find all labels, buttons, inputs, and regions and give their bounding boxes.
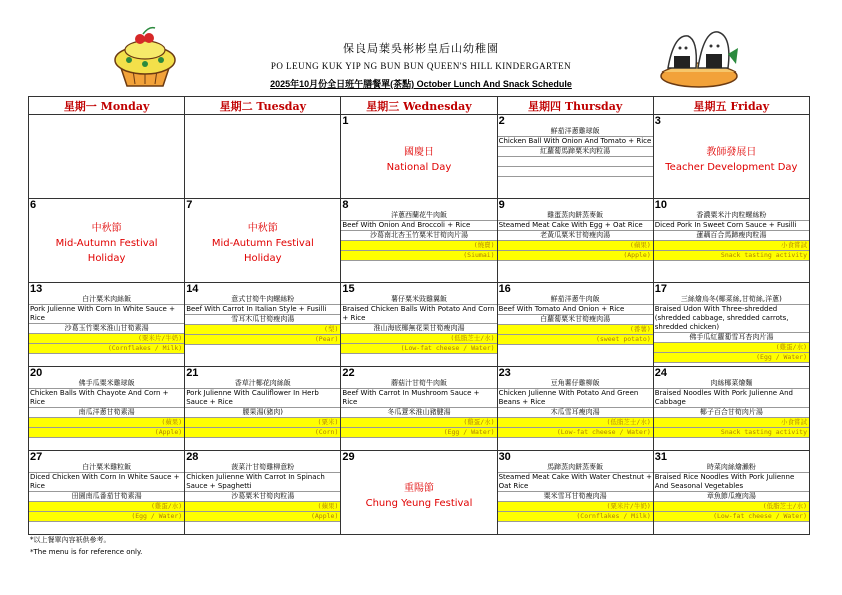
holiday-label: Mid-Autumn Festival — [55, 238, 158, 249]
menu-english-line: Beef With Carrot In Mushroom Sauce + Rice — [341, 389, 496, 408]
holiday-event — [185, 211, 340, 266]
day-cell — [653, 115, 809, 199]
date-number: 3 — [654, 115, 661, 127]
footnote-english: *The menu is for reference only. — [30, 548, 143, 556]
menu-chinese-line: 腰果湯(豬肉) — [185, 408, 340, 418]
menu-chinese-line: 白蘿蔔粟米甘筍瘦肉湯 — [498, 315, 653, 325]
week-row — [29, 283, 810, 367]
date-number: 1 — [342, 115, 349, 127]
snack-line: (梨) — [185, 325, 340, 335]
snack-line: (Egg / Water) — [29, 512, 184, 522]
holiday-label: 中秋節 — [247, 223, 278, 234]
menu-english-line: Steamed Meat Cake With Egg + Oat Rice — [498, 221, 653, 231]
day-cell — [341, 283, 497, 367]
org-name-chinese: 保良局葉吳彬彬皇后山幼稚園 — [343, 42, 499, 55]
date-number: 30 — [498, 451, 511, 463]
day-cell — [497, 367, 653, 451]
menu-chinese-line: 馬蹄蒸肉餅蒸麥飯 — [498, 463, 653, 473]
day-cell — [185, 199, 341, 283]
menu-chinese-line: 意式甘筍牛肉螺絲粉 — [185, 295, 340, 305]
date-number: 24 — [654, 367, 667, 379]
menu-chinese-line: 南瓜洋蔥甘筍素湯 — [29, 408, 184, 418]
week-row — [29, 451, 810, 535]
day-cell — [185, 115, 341, 199]
date-number: 22 — [342, 367, 355, 379]
empty-line — [498, 167, 653, 177]
date-number: 17 — [654, 283, 667, 295]
menu-chinese-line: 白汁粟米雞粒飯 — [29, 463, 184, 473]
holiday-event — [341, 463, 496, 511]
menu-chinese-line: 菠菜汁甘筍雞柳意粉 — [185, 463, 340, 473]
day-cell — [341, 451, 497, 535]
day-cell — [653, 283, 809, 367]
menu-english-line: Diced Pork In Sweet Corn Sauce + Fusilli — [654, 221, 809, 231]
holiday-label: National Day — [386, 162, 452, 173]
snack-line: (Low-fat cheese / Water) — [341, 344, 496, 354]
menu-english-line: Beef With Carrot In Italian Style + Fusilli — [185, 305, 340, 315]
snack-line: (低脂芝士/水) — [654, 502, 809, 512]
day-cell — [29, 283, 185, 367]
day-cell — [341, 199, 497, 283]
date-number: 10 — [654, 199, 667, 211]
day-cell — [653, 451, 809, 535]
menu-english-line: Steamed Meat Cake With Water Chestnut + Oat Rice — [498, 473, 653, 490]
date-number: 6 — [30, 199, 37, 211]
snack-line: Snack tasting activity — [654, 251, 809, 261]
snack-line: (番薯) — [498, 325, 653, 335]
menu-english-line: Beef With Onion And Broccoli + Rice — [341, 221, 496, 231]
snack-line: 小食嘗試 — [654, 241, 809, 251]
week-row — [29, 115, 810, 199]
footnote-chinese: *以上餐單內容祇供參考。 — [30, 536, 111, 544]
holiday-event — [341, 127, 496, 175]
empty-line — [498, 157, 653, 167]
menu-chinese-line: 淮山海底椰無花果甘筍瘦肉湯 — [341, 324, 496, 334]
menu-english-line: Chicken Julienne With Carrot In Spinach Sauce + Spaghetti — [185, 473, 340, 492]
date-number: 15 — [342, 283, 355, 295]
holiday-label: Holiday — [87, 253, 126, 264]
date-number: 13 — [30, 283, 43, 295]
menu-chinese-line: 白汁粟米肉絲飯 — [29, 295, 184, 305]
menu-english-line: Braised Chicken Balls With Potato And Corn + Rice — [342, 305, 495, 322]
snack-line: Snack tasting activity — [654, 428, 809, 438]
holiday-label: 國慶日 — [403, 147, 434, 158]
weekday-header-0: 星期一 Monday — [29, 97, 185, 115]
date-number: 16 — [498, 283, 511, 295]
menu-english-line: Braised Rice Noodles With Pork Julienne And Seasonal Vegetables — [654, 473, 809, 492]
date-number: 21 — [186, 367, 199, 379]
day-cell — [497, 115, 653, 199]
menu-chinese-line: 香草汁椰花肉絲飯 — [185, 379, 340, 389]
snack-line: (Apple) — [185, 512, 340, 522]
weekday-header-1: 星期二 Tuesday — [185, 97, 341, 115]
snack-line: (低脂芝士/水) — [341, 334, 496, 344]
menu-chinese-line: 佛手瓜紅蘿蔔雪耳杏肉片湯 — [654, 333, 809, 343]
snack-line: (sweet potato) — [498, 335, 653, 345]
menu-chinese-line: 三絲燴烏冬(椰菜絲,甘筍絲,洋蔥) — [654, 295, 809, 305]
date-number: 7 — [186, 199, 193, 211]
weekday-header-2: 星期三 Wednesday — [341, 97, 497, 115]
menu-english-line: Pork Julienne With Cauliflower In Herb Sauce + Rice — [185, 389, 340, 408]
day-cell — [29, 199, 185, 283]
menu-english-line: Pork Julienne With Corn In White Sauce + Rice — [29, 305, 184, 324]
date-number: 29 — [342, 451, 355, 463]
snack-line: (雞蛋/水) — [29, 502, 184, 512]
menu-chinese-line: 粟米雪耳甘筍瘦肉湯 — [498, 492, 653, 502]
holiday-label: Chung Yeung Festival — [365, 498, 473, 509]
menu-chinese-line: 豆角薯仔雞柳飯 — [498, 379, 653, 389]
snack-line: (Egg / Water) — [654, 353, 809, 363]
menu-english-line: Braised Noodles With Pork Julienne And Cabbage — [654, 389, 809, 408]
menu-english-line: Braised Udon With Three-shredded (shredded cabbage, shredded carrots, shredded chicken) — [654, 305, 809, 333]
day-cell — [29, 367, 185, 451]
menu-english-line: Chicken Ball With Onion And Tomato + Rice — [498, 137, 652, 145]
menu-chinese-line: 紅蘿蔔馬蹄粟米肉粒湯 — [498, 147, 653, 157]
holiday-label: Teacher Development Day — [665, 162, 798, 173]
week-row — [29, 367, 810, 451]
menu-english-line: Diced Chicken With Corn In White Sauce + Rice — [29, 473, 184, 492]
menu-chinese-line: 雪耳木瓜甘筍瘦肉湯 — [185, 315, 340, 325]
schedule-title: 2025年10月份全日班午膳餐單(茶點) October Lunch And Snack Schedule — [270, 79, 572, 89]
snack-line: (燒賣) — [341, 241, 496, 251]
day-cell — [497, 199, 653, 283]
date-number: 8 — [342, 199, 349, 211]
menu-english-line: Beef With Tomato And Onion + Rice — [498, 305, 653, 315]
menu-chinese-line: 蘑菇汁甘筍牛肉飯 — [341, 379, 496, 389]
day-cell — [653, 199, 809, 283]
day-cell — [653, 367, 809, 451]
date-number: 20 — [30, 367, 43, 379]
menu-chinese-line: 薯仔粟米豉雞翼飯 — [341, 295, 496, 305]
date-number: 9 — [498, 199, 505, 211]
menu-chinese-line: 沙葛南北杏玉竹粟米甘筍肉片湯 — [341, 231, 496, 241]
menu-chinese-line: 鮮茄洋蔥牛肉飯 — [498, 295, 653, 305]
menu-chinese-line: 田園南瓜番茄甘筍素湯 — [29, 492, 184, 502]
snack-line: (低脂芝士/水) — [498, 418, 653, 428]
snack-line: (雞蛋/水) — [654, 343, 809, 353]
page-header — [0, 0, 842, 96]
snack-line: (Corn) — [185, 428, 340, 438]
day-cell — [341, 367, 497, 451]
date-number: 14 — [186, 283, 199, 295]
day-cell — [497, 451, 653, 535]
snack-line: (Apple) — [29, 428, 184, 438]
snack-line: (蘋果) — [185, 502, 340, 512]
date-number: 27 — [30, 451, 43, 463]
holiday-event — [29, 211, 184, 266]
menu-chinese-line: 木瓜雪耳瘦肉湯 — [498, 408, 653, 418]
snack-line: (Egg / Water) — [341, 428, 496, 438]
org-name-english: PO LEUNG KUK YIP NG BUN BUN QUEEN'S HILL KINDERGARTEN — [270, 61, 572, 71]
menu-chinese-line: 章魚節瓜瘦肉湯 — [654, 492, 809, 502]
snack-line: (蘋果) — [498, 241, 653, 251]
date-number: 2 — [498, 115, 505, 127]
menu-chinese-line: 冬瓜薏米淮山豬腱湯 — [341, 408, 496, 418]
snack-line: (粟米片/牛奶) — [29, 334, 184, 344]
snack-line: (Apple) — [498, 251, 653, 261]
weekday-header-3: 星期四 Thursday — [497, 97, 653, 115]
menu-chinese-line: 肉絲椰菜燴麵 — [654, 379, 809, 389]
holiday-label: 教師發展日 — [706, 147, 757, 158]
snack-line: (Pear) — [185, 335, 340, 345]
holiday-event — [654, 127, 809, 175]
holiday-label: Mid-Autumn Festival — [211, 238, 314, 249]
date-number: 28 — [186, 451, 199, 463]
day-cell — [185, 367, 341, 451]
weekday-header-row — [29, 97, 810, 115]
menu-chinese-line: 沙葛粟米甘筍肉粒湯 — [185, 492, 340, 502]
day-cell — [185, 283, 341, 367]
menu-chinese-line: 香濃粟米汁肉粒螺絲粉 — [654, 211, 809, 221]
menu-chinese-line: 鮮茄洋蔥雞球飯 — [498, 127, 653, 137]
day-cell — [497, 283, 653, 367]
menu-chinese-line: 佛手瓜粟米雞球飯 — [29, 379, 184, 389]
snack-line: (Siumai) — [341, 251, 496, 261]
menu-chinese-line: 椰子百合甘筍肉片湯 — [654, 408, 809, 418]
menu-chinese-line: 洋蔥西蘭花牛肉飯 — [341, 211, 496, 221]
snack-line: (Cornflakes / Milk) — [29, 344, 184, 354]
snack-line: (雞蛋/水) — [341, 418, 496, 428]
menu-english-line: Chicken Julienne With Potato And Green Beans + Rice — [498, 389, 653, 408]
date-number: 23 — [498, 367, 511, 379]
snack-line: (粟米) — [185, 418, 340, 428]
snack-line: (Low-fat cheese / Water) — [498, 428, 653, 438]
snack-line: (Low-fat cheese / Water) — [654, 512, 809, 522]
menu-english-line: Chicken Balls With Chayote And Corn + Rice — [29, 389, 184, 408]
menu-calendar — [28, 96, 810, 535]
holiday-label: Holiday — [243, 253, 282, 264]
week-row — [29, 199, 810, 283]
menu-chinese-line: 時菜肉絲燴瀨粉 — [654, 463, 809, 473]
day-cell — [185, 451, 341, 535]
day-cell — [29, 451, 185, 535]
day-cell — [341, 115, 497, 199]
menu-chinese-line: 沙葛玉竹粟米淮山甘筍素湯 — [29, 324, 184, 334]
snack-line: 小食嘗試 — [654, 418, 809, 428]
day-cell — [29, 115, 185, 199]
snack-line: (Cornflakes / Milk) — [498, 512, 653, 522]
menu-chinese-line: 雞蛋蒸肉餅蒸麥飯 — [498, 211, 653, 221]
weekday-header-4: 星期五 Friday — [653, 97, 809, 115]
holiday-label: 中秋節 — [91, 223, 122, 234]
menu-chinese-line: 老黃瓜粟米甘筍瘦肉湯 — [498, 231, 653, 241]
menu-chinese-line: 蓮藕百合馬蹄瘦肉粒湯 — [654, 231, 809, 241]
date-number: 31 — [654, 451, 667, 463]
snack-line: (蘋果) — [29, 418, 184, 428]
holiday-label: 重陽節 — [403, 483, 434, 494]
snack-line: (粟米片/牛奶) — [498, 502, 653, 512]
